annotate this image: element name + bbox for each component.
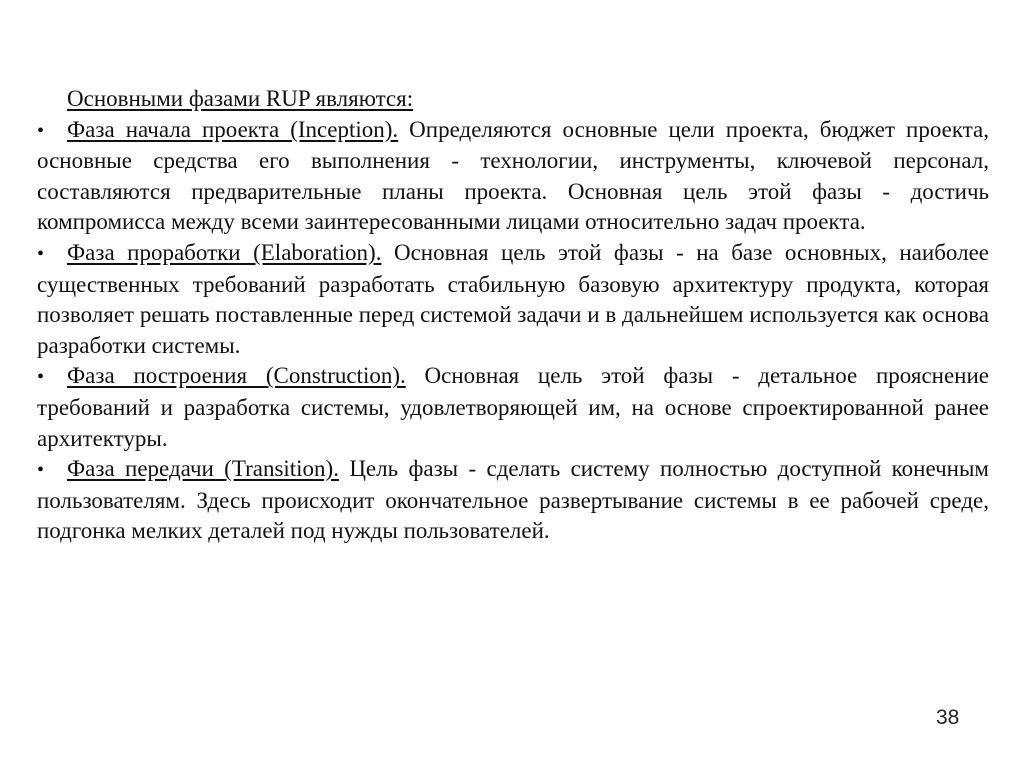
bullet-icon: • xyxy=(37,119,45,142)
phase-description: Основная цель этой фазы - на базе основных, наиболее существенных требований разработать стабильную базовую архитектуру продукта, которая позволяет решать поставленные перед системой задачи и в дальнейшем используется как основа разработки системы. xyxy=(37,239,989,358)
phase-item-elaboration xyxy=(37,238,989,361)
phase-description: Определяются основные цели проекта, бюджет проекта, основные средства его выполнения - технологии, инструменты, ключевой персонал, составляются предварительные планы проекта. Основная цель этой фазы - достичь компромисса между всеми заинтересованными лицами относительно задач проекта. xyxy=(37,116,990,235)
slide-content xyxy=(37,84,989,547)
intro-text: Основными фазами RUP являются: xyxy=(67,86,414,111)
phase-title: Фаза передачи (Transition). xyxy=(67,456,339,482)
phase-title: Фаза построения (Construction). xyxy=(67,363,406,389)
bullet-icon: • xyxy=(37,459,45,482)
phase-item-inception xyxy=(37,115,989,238)
phase-title: Фаза начала проекта (Inception). xyxy=(67,116,399,142)
intro-line xyxy=(37,84,989,115)
phase-item-transition xyxy=(37,454,989,547)
phase-title: Фаза проработки (Elaboration). xyxy=(67,239,382,265)
bullet-icon: • xyxy=(37,242,45,265)
bullet-icon: • xyxy=(37,366,45,389)
phase-item-construction xyxy=(37,361,989,454)
phase-description: Цель фазы - сделать систему полностью доступной конечным пользователям. Здесь происходит окончательное развертывание системы в ее рабочей среде, подгонка мелких деталей под нужды пользователей. xyxy=(37,456,989,544)
page-number: 38 xyxy=(936,706,960,729)
phase-description: Основная цель этой фазы - детальное прояснение требований и разработка системы, удовлетворяющей им, на основе спроектированной ранее архитектуры. xyxy=(37,363,989,451)
